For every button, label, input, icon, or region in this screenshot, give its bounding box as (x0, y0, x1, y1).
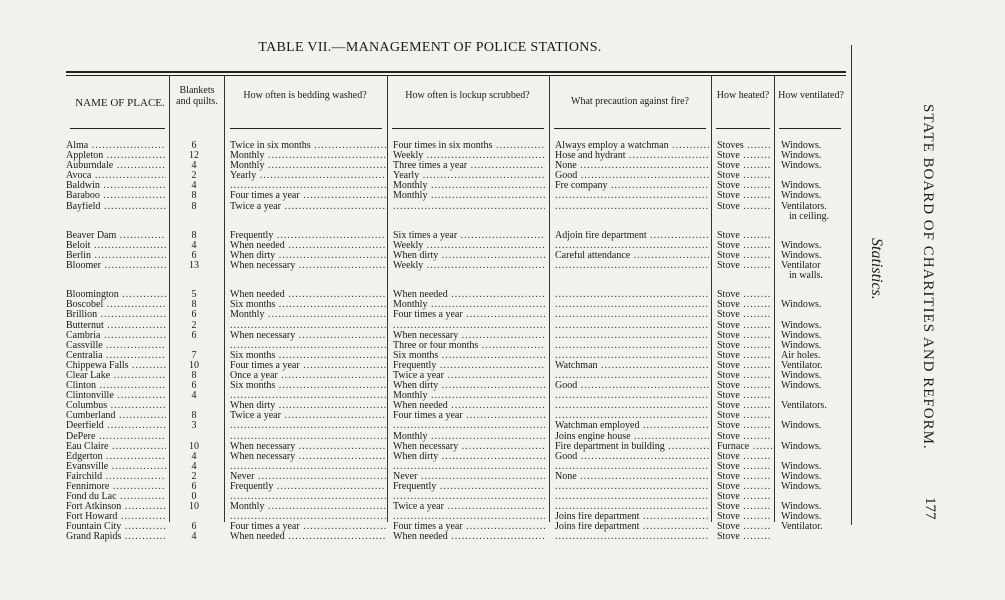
cell-fire (555, 492, 709, 502)
cell-heated: Stove ..... (717, 300, 772, 310)
cell-lockup: Six months ..... (393, 351, 545, 361)
cell-blankets: 5 (191, 290, 197, 301)
cell-fire (555, 411, 709, 421)
cell-place: Bloomer ..... (66, 261, 166, 271)
cell-fire: Fire department in building ..... (555, 442, 709, 452)
cell-bedding: When needed ..... (230, 532, 386, 542)
table-row (66, 522, 856, 532)
cell-bedding: When dirty ..... (230, 401, 386, 411)
cell-place: Clear Lake ..... (66, 371, 166, 381)
cell-bedding: Four times a year ..... (230, 361, 386, 371)
cell-blankets: 10 (189, 441, 199, 452)
table-row (66, 351, 856, 361)
cell-fire: Hose and hydrant ..... (555, 151, 709, 161)
cell-bedding (230, 492, 386, 502)
table-row (66, 442, 856, 452)
cell-blankets: 2 (191, 171, 197, 182)
cell-blankets: 6 (191, 482, 197, 492)
cell-heated: Stove ..... (717, 321, 772, 331)
cell-fire: Good ..... (555, 171, 709, 181)
cell-ventilated: Windows. (781, 320, 822, 331)
table-row (66, 432, 856, 442)
cell-blankets: 0 (191, 492, 197, 503)
cell-place: Fennimore ..... (66, 482, 166, 492)
cell-heated: Stove ..... (717, 151, 772, 161)
cell-lockup: When necessary ..... (393, 331, 545, 341)
table-row (66, 411, 856, 421)
cell-fire (555, 371, 709, 381)
cell-lockup (393, 492, 545, 502)
cell-bedding: Six months ..... (230, 381, 386, 391)
cell-fire: Watchman ..... (555, 361, 709, 371)
cell-bedding: When dirty ..... (230, 251, 386, 261)
cell-ventilated: Windows. (781, 340, 822, 351)
cell-heated: Stove ..... (717, 512, 772, 522)
cell-heated: Stove ..... (717, 522, 772, 532)
cell-blankets: 6 (191, 522, 197, 533)
table-row (66, 321, 856, 331)
cell-fire (555, 532, 709, 542)
cell-lockup: Monthly ..... (393, 191, 545, 201)
cell-place: Columbus ..... (66, 401, 166, 411)
table-row (66, 290, 856, 300)
table-row (66, 462, 856, 472)
cell-ventilated: Windows. (781, 181, 822, 192)
cell-fire: Adjoin fire department ..... (555, 231, 709, 241)
cell-fire (555, 300, 709, 310)
header-lockup: How often is lockup scrubbed? (405, 90, 530, 101)
cell-blankets: 4 (191, 451, 197, 462)
cell-blankets: 2 (191, 471, 197, 482)
cell-bedding: When necessary ..... (230, 331, 386, 341)
cell-ventilated: Windows. (781, 441, 822, 452)
cell-blankets: 10 (189, 502, 199, 513)
cell-heated: Stove ..... (717, 472, 772, 482)
cell-fire (555, 351, 709, 361)
cell-fire: Joins engine house ..... (555, 432, 709, 442)
table-row (66, 361, 856, 371)
cell-fire (555, 391, 709, 401)
header-rule (554, 128, 706, 129)
cell-heated: Stove ..... (717, 331, 772, 341)
cell-fire: Always employ a watchman ..... (555, 141, 709, 151)
header-rule (230, 128, 382, 129)
cell-lockup: When dirty ..... (393, 251, 545, 261)
cell-bedding: Four times a year ..... (230, 191, 386, 201)
cell-blankets: 8 (191, 370, 197, 381)
cell-bedding: Four times a year ..... (230, 522, 386, 532)
cell-fire: None ..... (555, 472, 709, 482)
cell-ventilated: Ventilators. (781, 201, 827, 212)
cell-lockup: When necessary ..... (393, 442, 545, 452)
cell-ventilated: Windows. (781, 141, 822, 151)
table-row (66, 141, 856, 151)
cell-ventilated: Windows. (781, 482, 822, 492)
cell-bedding (230, 391, 386, 401)
cell-place: Beaver Dam ..... (66, 231, 166, 241)
table-row (66, 181, 856, 191)
cell-lockup: Monthly ..... (393, 181, 545, 191)
table-row (66, 271, 856, 281)
cell-heated: Stove ..... (717, 361, 772, 371)
cell-blankets: 12 (189, 151, 199, 162)
cell-ventilated: Windows. (781, 381, 822, 392)
cell-heated: Stove ..... (717, 411, 772, 421)
top-rule-thick (66, 71, 846, 73)
table-row (66, 472, 856, 482)
table-row (66, 532, 856, 542)
cell-heated: Stove ..... (717, 482, 772, 492)
header-rule (70, 128, 165, 129)
cell-heated: Stove ..... (717, 341, 772, 351)
cell-bedding: When needed ..... (230, 241, 386, 251)
cell-bedding: Frequently ..... (230, 482, 386, 492)
top-rule-thin (66, 75, 846, 76)
cell-fire: Joins fire department ..... (555, 512, 709, 522)
cell-heated: Stove ..... (717, 432, 772, 442)
cell-lockup: Twice a year ..... (393, 502, 545, 512)
cell-ventilated: Windows. (781, 240, 822, 251)
cell-ventilated: Windows. (781, 502, 822, 513)
cell-bedding (230, 421, 386, 431)
table-row (66, 502, 856, 512)
table-row (66, 482, 856, 492)
cell-lockup: When needed ..... (393, 290, 545, 300)
cell-ventilated: Windows. (781, 250, 822, 261)
cell-lockup: Weekly ..... (393, 241, 545, 251)
cell-place: Chippewa Falls ..... (66, 361, 166, 371)
cell-place: Butternut ..... (66, 321, 166, 331)
cell-bedding: When necessary ..... (230, 442, 386, 452)
cell-lockup: Four times a year ..... (393, 310, 545, 320)
cell-lockup: Yearly ..... (393, 171, 545, 181)
header-blankets: Blankets and quilts. (176, 85, 218, 107)
cell-ventilated: Windows. (781, 512, 822, 523)
cell-lockup (393, 321, 545, 331)
cell-blankets: 6 (191, 250, 197, 261)
header-bedding: How often is bedding washed? (243, 90, 367, 101)
cell-lockup: Monthly ..... (393, 391, 545, 401)
cell-heated: Stove ..... (717, 452, 772, 462)
cell-bedding (230, 432, 386, 442)
cell-fire (555, 241, 709, 251)
cell-ventilated: Windows. (781, 471, 822, 482)
cell-lockup: Monthly ..... (393, 300, 545, 310)
cell-fire (555, 191, 709, 201)
cell-place: Baldwin ..... (66, 181, 166, 191)
table-row (66, 401, 856, 411)
cell-fire (555, 502, 709, 512)
table-row (66, 212, 856, 222)
cell-bedding (230, 321, 386, 331)
cell-bedding: Twice a year ..... (230, 202, 386, 212)
table-row (66, 421, 856, 431)
cell-lockup: Frequently ..... (393, 361, 545, 371)
table-row (66, 241, 856, 251)
cell-fire (555, 462, 709, 472)
cell-ventilated: Windows. (781, 161, 822, 172)
cell-heated: Stove ..... (717, 251, 772, 261)
cell-lockup: When needed ..... (393, 532, 545, 542)
cell-blankets: 6 (191, 310, 197, 321)
cell-place: Grand Rapids ..... (66, 532, 166, 542)
cell-bedding (230, 181, 386, 191)
cell-heated: Stove ..... (717, 492, 772, 502)
header-place: NAME OF PLACE. (75, 97, 165, 109)
cell-fire (555, 401, 709, 411)
table-row (66, 231, 856, 241)
cell-ventilated: Windows. (781, 370, 822, 381)
cell-place: Deerfield ..... (66, 421, 166, 431)
cell-bedding: Monthly ..... (230, 310, 386, 320)
cell-place: Fond du Lac ..... (66, 492, 166, 502)
table-title: TABLE VII.—MANAGEMENT OF POLICE STATIONS. (258, 40, 602, 55)
cell-place: Cambria ..... (66, 331, 166, 341)
header-heated: How heated? (716, 90, 770, 101)
cell-ventilated: Windows. (781, 330, 822, 341)
cell-place: Cassville ..... (66, 341, 166, 351)
table-row (66, 300, 856, 310)
cell-ventilated: Air holes. (781, 350, 821, 361)
cell-fire (555, 310, 709, 320)
table-row (66, 371, 856, 381)
cell-bedding (230, 341, 386, 351)
cell-blankets: 4 (191, 532, 197, 543)
cell-fire (555, 202, 709, 212)
cell-blankets: 4 (191, 161, 197, 172)
cell-fire (555, 331, 709, 341)
cell-heated: Stove ..... (717, 191, 772, 201)
cell-heated: Stove ..... (717, 171, 772, 181)
cell-place: Beloit ..... (66, 241, 166, 251)
cell-blankets: 8 (191, 230, 197, 241)
cell-heated: Stove ..... (717, 351, 772, 361)
cell-bedding: Never ..... (230, 472, 386, 482)
cell-place: Baraboo ..... (66, 191, 166, 201)
cell-ventilated: Windows. (781, 191, 822, 202)
header-fire: What precaution against fire? (571, 96, 689, 107)
cell-bedding: Monthly ..... (230, 151, 386, 161)
header-rule (779, 128, 841, 129)
cell-heated: Stove ..... (717, 421, 772, 431)
cell-lockup (393, 202, 545, 212)
section-label: Statistics. (868, 238, 885, 300)
cell-place: Evansville ..... (66, 462, 166, 472)
cell-fire: Good ..... (555, 381, 709, 391)
cell-bedding: Monthly ..... (230, 502, 386, 512)
cell-blankets: 7 (191, 350, 197, 361)
cell-place: Avoca ..... (66, 171, 166, 181)
cell-lockup: Monthly ..... (393, 432, 545, 442)
cell-ventilated: Windows. (781, 421, 822, 432)
cell-blankets: 10 (189, 360, 199, 371)
cell-bedding: Monthly ..... (230, 161, 386, 171)
cell-heated: Stove ..... (717, 241, 772, 251)
cell-lockup: Four times a year ..... (393, 411, 545, 421)
cell-place: Berlin ..... (66, 251, 166, 261)
cell-lockup: Frequently ..... (393, 482, 545, 492)
cell-heated: Stove ..... (717, 532, 772, 542)
cell-fire (555, 290, 709, 300)
header-rule (392, 128, 544, 129)
cell-blankets: 4 (191, 240, 197, 251)
cell-fire (555, 341, 709, 351)
cell-bedding: Twice a year ..... (230, 411, 386, 421)
cell-lockup: Weekly ..... (393, 261, 545, 271)
cell-place: Appleton ..... (66, 151, 166, 161)
cell-heated: Stoves ..... (717, 141, 772, 151)
cell-place: Clinton ..... (66, 381, 166, 391)
cell-blankets: 13 (189, 261, 199, 272)
cell-blankets: 8 (191, 300, 197, 311)
cell-blankets: 3 (191, 421, 197, 432)
cell-place: Fairchild ..... (66, 472, 166, 482)
cell-bedding: Six months ..... (230, 351, 386, 361)
cell-place: Fort Howard ..... (66, 512, 166, 522)
cell-ventilated: in walls. (789, 271, 823, 282)
cell-fire: Fre company ..... (555, 181, 709, 191)
cell-bedding: Frequently ..... (230, 231, 386, 241)
cell-fire: None ..... (555, 161, 709, 171)
cell-lockup: Four times in six months ..... (393, 141, 545, 151)
cell-place: Boscobel ..... (66, 300, 166, 310)
cell-heated: Stove ..... (717, 401, 772, 411)
cell-heated: Stove ..... (717, 391, 772, 401)
cell-fire: Careful attendance ..... (555, 251, 709, 261)
cell-place: Bayfield ..... (66, 202, 166, 212)
cell-fire (555, 321, 709, 331)
cell-place: Auburndale ..... (66, 161, 166, 171)
cell-lockup (393, 462, 545, 472)
table-row (66, 512, 856, 522)
police-stations-table (66, 141, 856, 543)
cell-lockup (393, 512, 545, 522)
cell-bedding: When necessary ..... (230, 452, 386, 462)
cell-fire (555, 261, 709, 271)
cell-bedding: When needed ..... (230, 290, 386, 300)
cell-lockup: When dirty ..... (393, 381, 545, 391)
page-number: 177 (922, 497, 938, 520)
table-row (66, 492, 856, 502)
cell-ventilated: Ventilators. (781, 401, 827, 412)
cell-heated: Furnace ..... (717, 442, 772, 452)
cell-heated: Stove ..... (717, 371, 772, 381)
cell-heated: Stove ..... (717, 261, 772, 271)
cell-blankets: 8 (191, 411, 197, 422)
cell-place: Alma ..... (66, 141, 166, 151)
cell-lockup (393, 421, 545, 431)
cell-lockup: Three times a year ..... (393, 161, 545, 171)
cell-heated: Stove ..... (717, 462, 772, 472)
table-row (66, 331, 856, 341)
cell-lockup: When needed ..... (393, 401, 545, 411)
cell-blankets: 8 (191, 201, 197, 212)
cell-blankets: 6 (191, 330, 197, 341)
table-row (66, 261, 856, 271)
table-row (66, 161, 856, 171)
table-row (66, 391, 856, 401)
cell-blankets: 2 (191, 320, 197, 331)
cell-lockup: Three or four months ..... (393, 341, 545, 351)
table-row (66, 191, 856, 201)
cell-heated: Stove ..... (717, 310, 772, 320)
cell-place: Edgerton ..... (66, 452, 166, 462)
cell-ventilated: Ventilator. (781, 522, 823, 533)
cell-bedding: Twice in six months ..... (230, 141, 386, 151)
cell-heated: Stove ..... (717, 381, 772, 391)
cell-fire: Watchman employed ..... (555, 421, 709, 431)
cell-lockup: Six times a year ..... (393, 231, 545, 241)
table-row (66, 151, 856, 161)
cell-fire: Joins fire department ..... (555, 522, 709, 532)
cell-blankets: 6 (191, 141, 197, 151)
cell-heated: Stove ..... (717, 290, 772, 300)
cell-bedding: Yearly ..... (230, 171, 386, 181)
cell-heated: Stove ..... (717, 502, 772, 512)
cell-bedding: Once a year ..... (230, 371, 386, 381)
cell-place: Eau Claire ..... (66, 442, 166, 452)
cell-ventilated: Windows. (781, 461, 822, 472)
cell-lockup: Four times a year ..... (393, 522, 545, 532)
cell-place: Fountain City ..... (66, 522, 166, 532)
cell-ventilated: Ventilator. (781, 360, 823, 371)
table-row (66, 341, 856, 351)
table-row (66, 381, 856, 391)
cell-place: DePere ..... (66, 432, 166, 442)
cell-heated: Stove ..... (717, 181, 772, 191)
header-rule (716, 128, 770, 129)
cell-place: Clintonville ..... (66, 391, 166, 401)
cell-heated: Stove ..... (717, 202, 772, 212)
cell-bedding: Six months ..... (230, 300, 386, 310)
cell-ventilated: Ventilator (781, 261, 821, 272)
cell-ventilated: Windows. (781, 151, 822, 162)
cell-place: Bloomington ..... (66, 290, 166, 300)
cell-bedding: When necessary ..... (230, 261, 386, 271)
cell-heated: Stove ..... (717, 161, 772, 171)
cell-place: Fort Atkinson ..... (66, 502, 166, 512)
cell-bedding (230, 462, 386, 472)
cell-lockup: Weekly ..... (393, 151, 545, 161)
cell-lockup: Never ..... (393, 472, 545, 482)
cell-place: Brillion ..... (66, 310, 166, 320)
table-row (66, 310, 856, 320)
cell-blankets: 6 (191, 381, 197, 392)
cell-bedding (230, 512, 386, 522)
cell-place: Centralia ..... (66, 351, 166, 361)
cell-blankets: 4 (191, 391, 197, 402)
table-row (66, 251, 856, 261)
cell-blankets: 4 (191, 461, 197, 472)
cell-lockup: Twice a year ..... (393, 371, 545, 381)
cell-ventilated: Windows. (781, 300, 822, 311)
cell-fire: Good ..... (555, 452, 709, 462)
header-ventilated: How ventilated? (778, 90, 844, 101)
cell-lockup: When dirty ..... (393, 452, 545, 462)
cell-place: Cumberland ..... (66, 411, 166, 421)
cell-heated: Stove ..... (717, 231, 772, 241)
cell-fire (555, 482, 709, 492)
cell-blankets: 4 (191, 181, 197, 192)
running-head: STATE BOARD OF CHARITIES AND REFORM. (920, 104, 936, 450)
table-row (66, 452, 856, 462)
table-row (66, 202, 856, 212)
cell-blankets: 8 (191, 191, 197, 202)
table-row (66, 171, 856, 181)
cell-ventilated: in ceiling. (789, 211, 829, 222)
